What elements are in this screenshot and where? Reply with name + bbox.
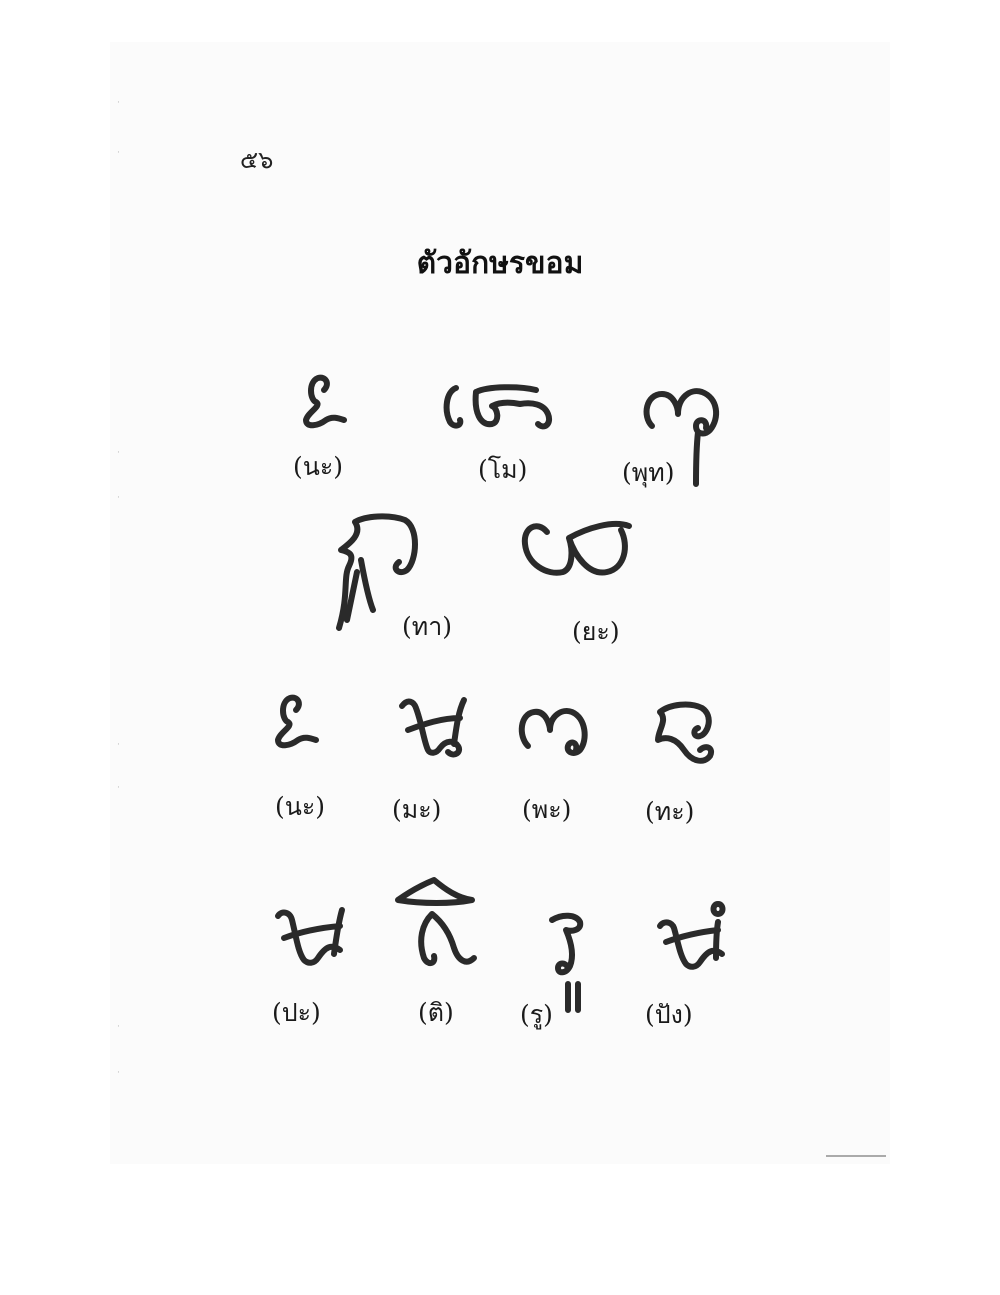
scan-speck: · — [117, 1068, 120, 1078]
page-number: ๕๖ — [240, 146, 274, 174]
label-pha: (พะ) — [522, 795, 572, 824]
label-na: (นะ) — [275, 792, 326, 821]
scan-speck: · — [117, 148, 120, 158]
scan-speck: · — [117, 783, 120, 793]
scan-speck: · — [117, 740, 120, 750]
scan-speck: · — [117, 493, 120, 503]
label-na: (นะ) — [293, 452, 344, 481]
label-ru: (รู) — [520, 1000, 553, 1029]
khmer-na-glyph — [270, 692, 330, 752]
label-mo: (โม) — [478, 455, 528, 484]
label-pang: (ปัง) — [645, 1000, 693, 1029]
label-ya: (ยะ) — [572, 617, 620, 646]
label-tha: (ทา) — [402, 612, 453, 641]
khmer-tha-short-glyph — [650, 694, 720, 776]
page-title: ตัวอักษรขอม — [416, 246, 584, 281]
khmer-pa-glyph — [270, 902, 350, 972]
khmer-ti-glyph — [392, 876, 482, 972]
label-phut: (พุท) — [622, 458, 675, 487]
scan-speck: · — [117, 448, 120, 458]
label-ti: (ติ) — [418, 998, 454, 1027]
scan-smudge — [826, 1155, 886, 1157]
scan-speck: · — [117, 1022, 120, 1032]
scan-speck: · — [117, 98, 120, 108]
label-pa: (ปะ) — [272, 998, 321, 1027]
label-tha-short: (ทะ) — [645, 797, 695, 826]
scanned-page — [110, 42, 890, 1164]
khmer-na-glyph — [298, 372, 358, 432]
label-ma: (มะ) — [392, 795, 442, 824]
khmer-mo-glyph — [440, 378, 570, 434]
khmer-pha-glyph — [514, 700, 594, 760]
khmer-ma-glyph — [394, 690, 474, 762]
khmer-ya-glyph — [517, 510, 637, 586]
khmer-pang-glyph — [652, 898, 732, 976]
